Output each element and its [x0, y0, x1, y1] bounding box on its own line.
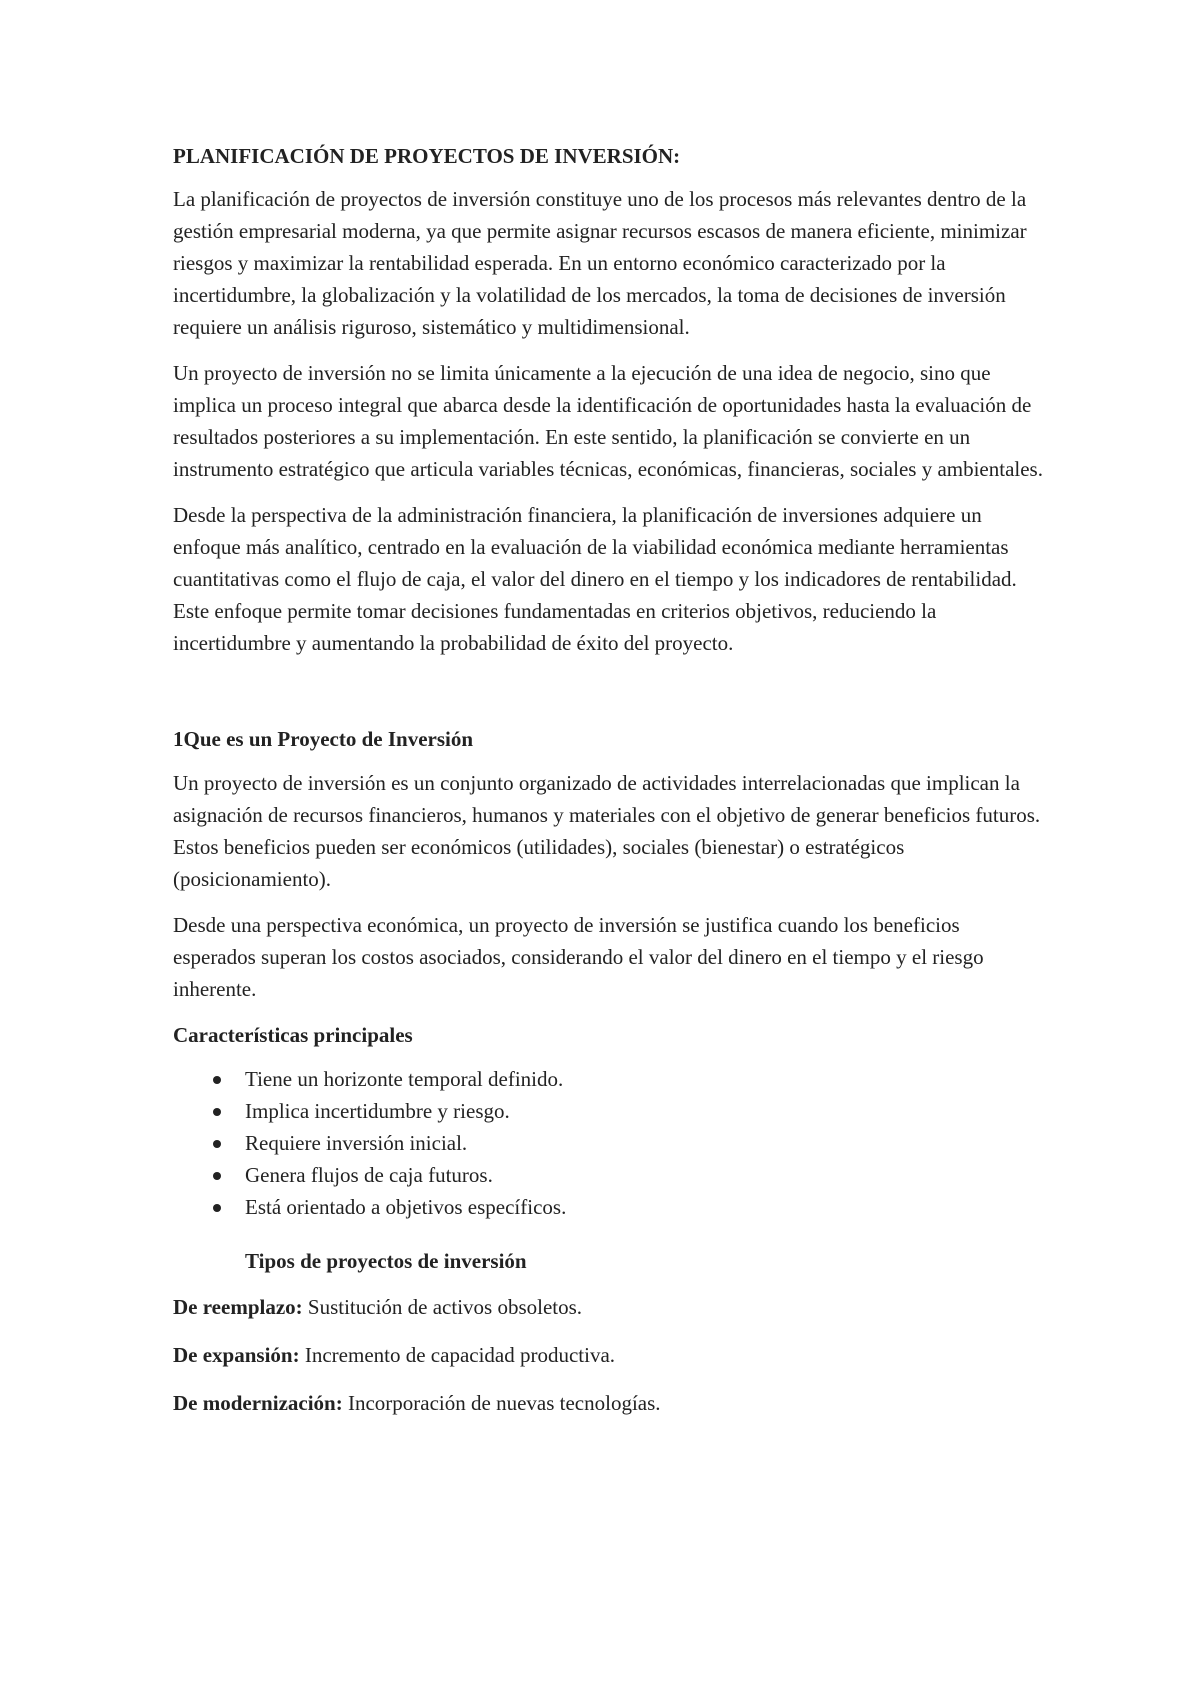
type-term: De modernización: — [173, 1391, 343, 1415]
document-title: PLANIFICACIÓN DE PROYECTOS DE INVERSIÓN: — [173, 144, 681, 168]
list-item — [173, 1095, 1043, 1127]
list-item — [173, 1127, 1043, 1159]
list-item-text: Genera flujos de caja futuros. — [245, 1163, 493, 1187]
list-item-text: Está orientado a objetivos específicos. — [245, 1195, 567, 1219]
intro-paragraph-1: La planificación de proyectos de inversión constituye uno de los procesos más relevantes dentro de la gestión empresarial moderna, ya que permite asignar recursos escasos de manera eficiente, minimizar riesgos y maximizar la rentabilidad esperada. En un entorno económico caracterizado por la incertidumbre, la globalización y la volatilidad de los mercados, la toma de decisiones de inversión requiere un análisis riguroso, sistemático y multidimensional. — [173, 187, 1027, 339]
bullet-icon — [213, 1204, 221, 1212]
characteristics-heading: Características principales — [173, 1023, 413, 1047]
type-term: De expansión: — [173, 1343, 300, 1367]
type-term: De reemplazo: — [173, 1295, 303, 1319]
type-description: Incremento de capacidad productiva. — [299, 1343, 616, 1367]
list-item — [173, 1159, 1043, 1191]
type-item — [173, 1387, 1043, 1419]
type-description: Incorporación de nuevas tecnologías. — [342, 1391, 661, 1415]
list-item — [173, 1191, 1043, 1223]
bullet-icon — [213, 1076, 221, 1084]
document-page — [173, 140, 1043, 1435]
types-heading: Tipos de proyectos de inversión — [245, 1249, 527, 1273]
bullet-icon — [213, 1172, 221, 1180]
characteristics-list — [173, 1063, 1043, 1223]
intro-paragraph-3: Desde la perspectiva de la administración financiera, la planificación de inversiones adquiere un enfoque más analítico, centrado en la evaluación de la viabilidad económica mediante herramientas cuantitativas como el flujo de caja, el valor del dinero en el tiempo y los indicadores de rentabilidad. Este enfoque permite tomar decisiones fundamentadas en criterios objetivos, reduciendo la incertidumbre y aumentando la probabilidad de éxito del proyecto. — [173, 503, 1017, 655]
type-item — [173, 1291, 1043, 1323]
type-item — [173, 1339, 1043, 1371]
list-item — [173, 1063, 1043, 1095]
list-item-text: Implica incertidumbre y riesgo. — [245, 1099, 510, 1123]
type-description: Sustitución de activos obsoletos. — [302, 1295, 583, 1319]
section-spacer — [173, 673, 1043, 723]
list-item-text: Tiene un horizonte temporal definido. — [245, 1067, 564, 1091]
section-paragraph-1: Un proyecto de inversión es un conjunto organizado de actividades interrelacionadas que implican la asignación de recursos financieros, humanos y materiales con el objetivo de generar beneficios futuros. Estos beneficios pueden ser económicos (utilidades), sociales (bienestar) o estratégicos (posicionamiento). — [173, 771, 1041, 891]
section-paragraph-2: Desde una perspectiva económica, un proyecto de inversión se justifica cuando los beneficios esperados superan los costos asociados, considerando el valor del dinero en el tiempo y el riesgo inherente. — [173, 913, 984, 1001]
bullet-icon — [213, 1108, 221, 1116]
section-heading: 1Que es un Proyecto de Inversión — [173, 727, 474, 751]
intro-paragraph-2: Un proyecto de inversión no se limita únicamente a la ejecución de una idea de negocio, sino que implica un proceso integral que abarca desde la identificación de oportunidades hasta la evaluación de resultados posteriores a su implementación. En este sentido, la planificación se convierte en un instrumento estratégico que articula variables técnicas, económicas, financieras, sociales y ambientales. — [173, 361, 1043, 481]
list-item-text: Requiere inversión inicial. — [245, 1131, 468, 1155]
bullet-icon — [213, 1140, 221, 1148]
